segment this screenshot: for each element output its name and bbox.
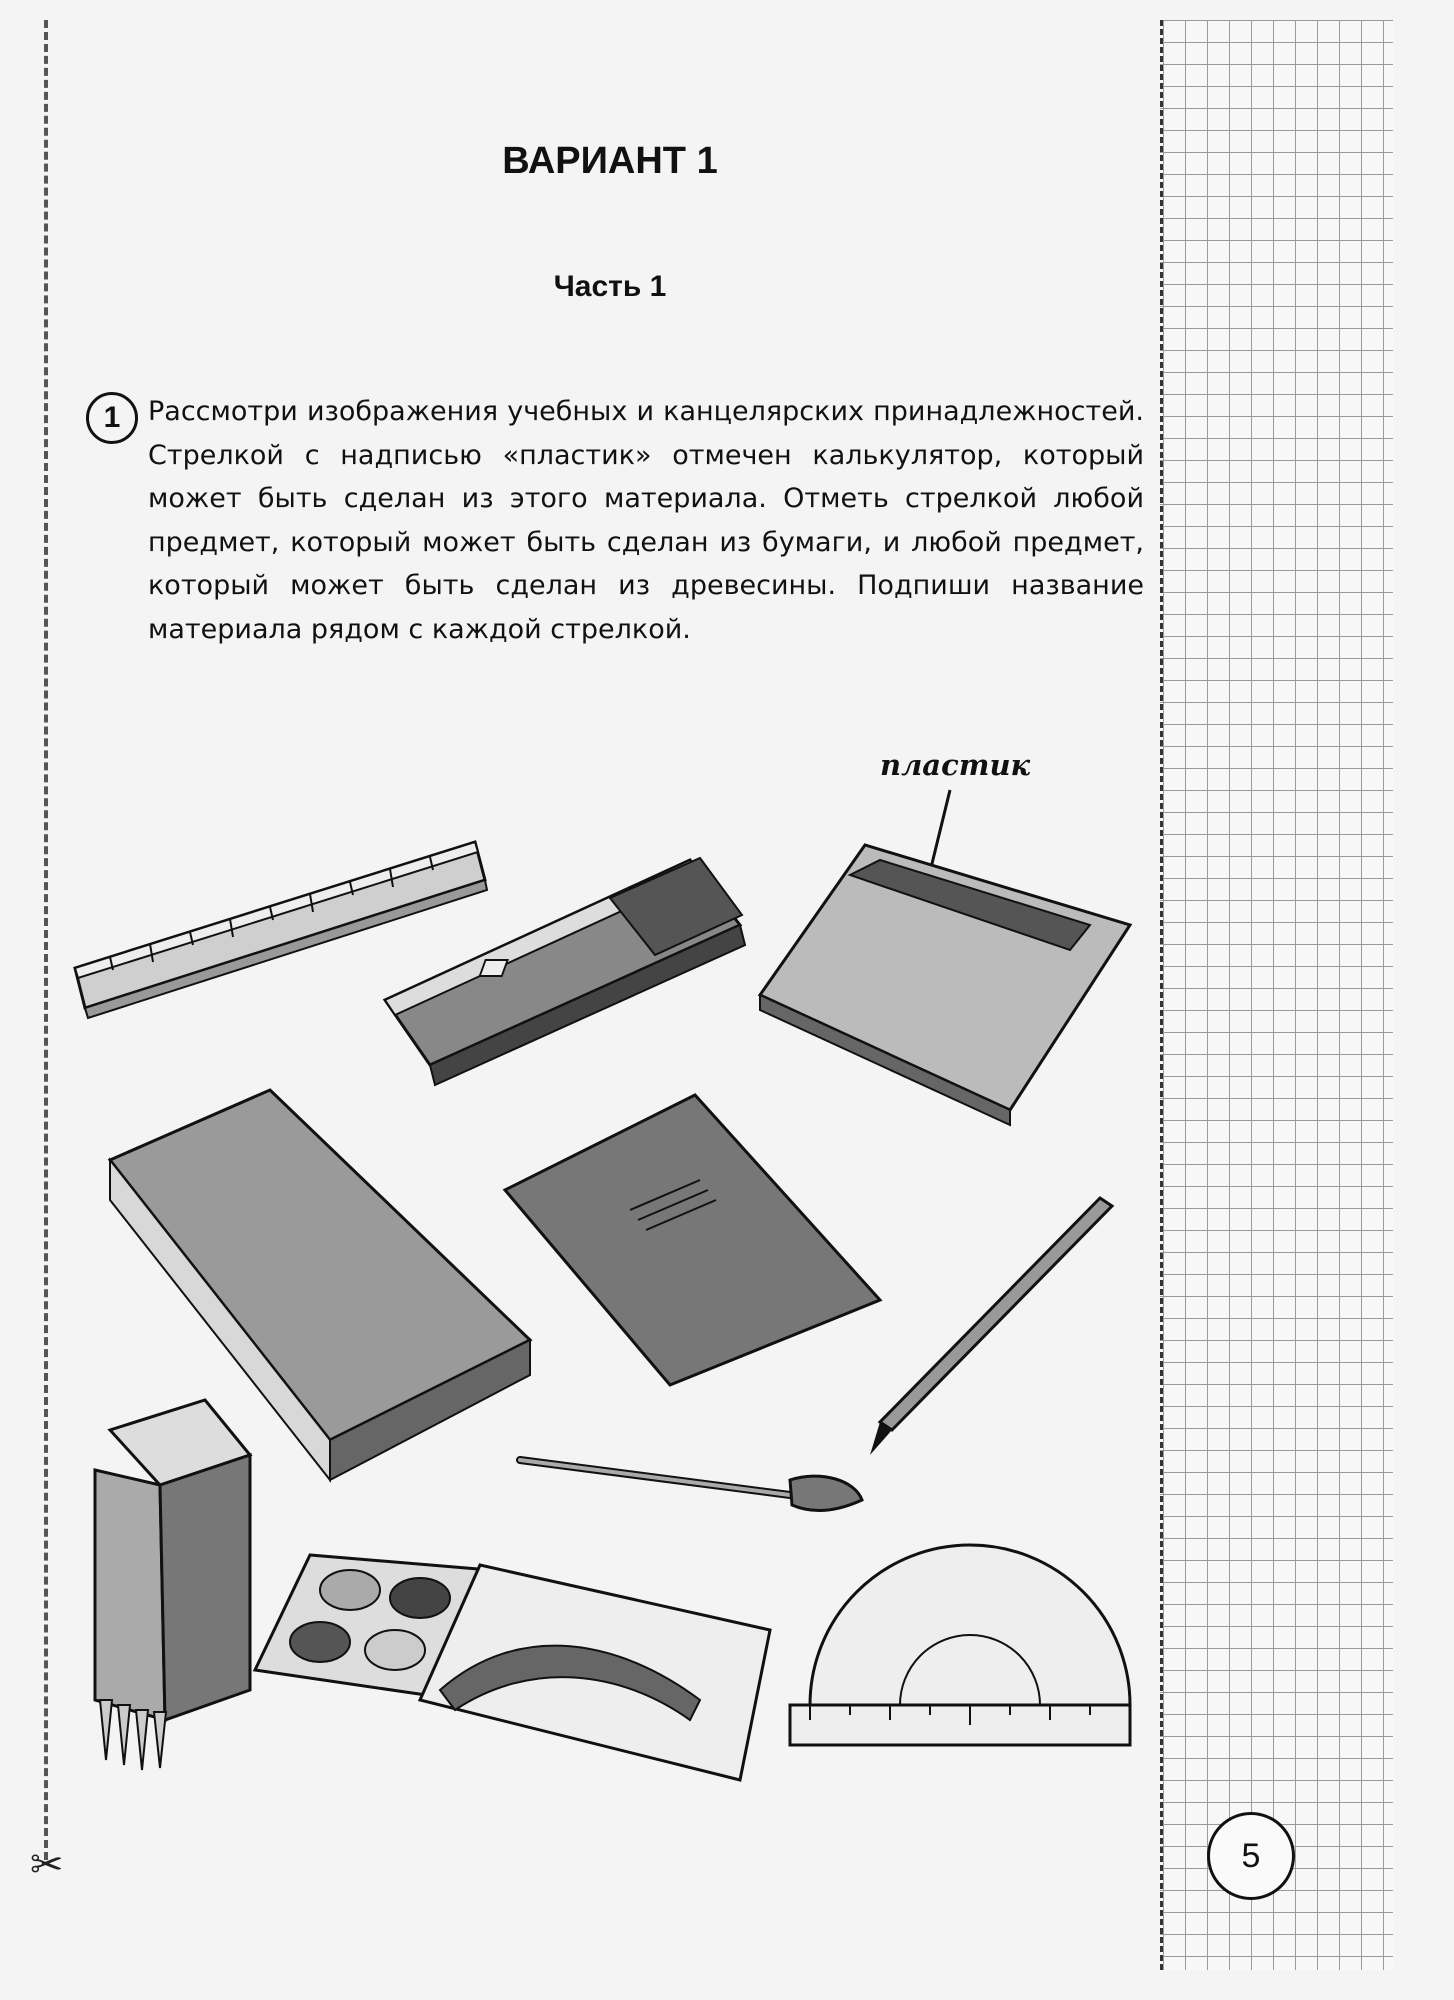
scissors-icon: ✂ — [30, 1842, 64, 1888]
task-number: 1 — [86, 392, 138, 444]
part-title: Часть 1 — [553, 270, 667, 303]
notebook-icon — [505, 1095, 880, 1385]
paintbrush-icon — [520, 1460, 862, 1510]
calculator-keys — [480, 960, 508, 976]
pen-icon — [870, 1198, 1112, 1455]
page-number: 5 — [1207, 1812, 1295, 1900]
plastik-label: пластик — [880, 748, 1031, 782]
task-text: Рассмотри изображения учебных и канцелярских принадлежностей. Стрелкой с надписью «пластик» отмечен калькулятор, который может быть сделан из этого материала. Отметь стрелкой любой предмет, который может быть сделан из бумаги, и любой предмет, который может быть сделан из древесины. Подпиши название материала рядом с каждой стрелкой. — [148, 396, 1144, 645]
variant-title: ВАРИАНТ 1 — [502, 140, 718, 182]
paint-set-icon — [255, 1555, 770, 1780]
pencil-box-icon — [95, 1400, 250, 1770]
protractor-icon — [790, 1545, 1130, 1745]
